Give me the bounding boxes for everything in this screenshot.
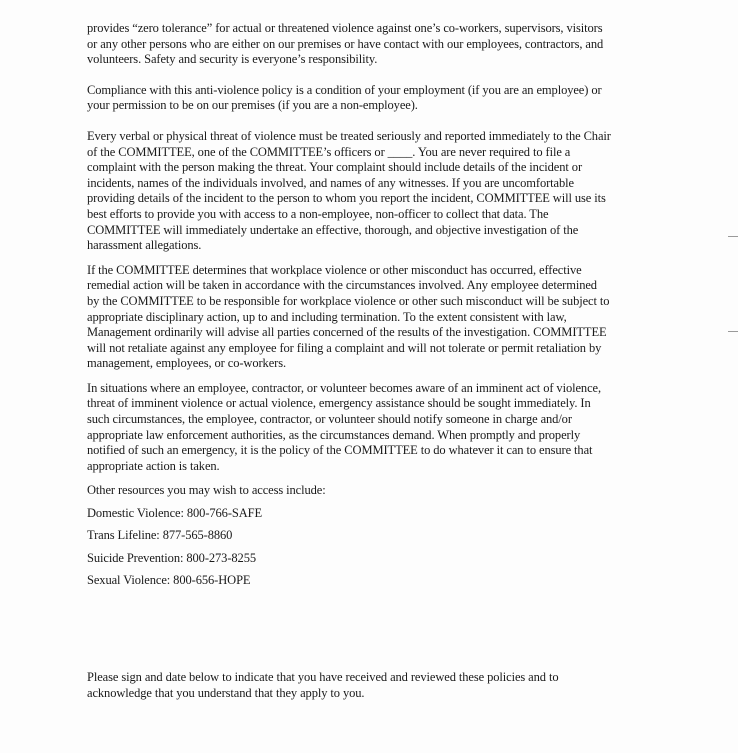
zero-tolerance-paragraph: provides “zero tolerance” for actual or threatened violence against one’s co-workers, supervisors, visitors or any other persons who are either on our premises or have contact with our employees, contractors, and volunteers. Safety and security is everyone’s responsibility. bbox=[87, 21, 604, 67]
acknowledgement-section bbox=[87, 670, 612, 701]
threat-reporting-paragraph: Every verbal or physical threat of violence must be treated seriously and reported immediately to the Chair of the COMMITTEE, one of the COMMITTEE’s officers or ____. You are never required to file a complaint with the person making the threat. Your complaint should include details of the incident or incidents, names of the individuals involved, and names of any witnesses. If you are uncomfortable providing details of the incident to the person to whom you report the incident, COMMITTEE will use its best efforts to provide you with access to a non-employee, non-officer to collect that data. The COMMITTEE will immediately undertake an effective, thorough, and objective investigation of the harassment allegations. bbox=[87, 128, 611, 253]
scan-artifact-mark bbox=[728, 331, 738, 332]
emergency-paragraph: In situations where an employee, contractor, or volunteer becomes aware of an imminent act of violence, threat of imminent violence or actual violence, emergency assistance should be sought immediately. In such circumstances, the employee, contractor, or volunteer should notify someone in charge and/or appropriate law enforcement authorities, as the circumstances demand. When promptly and properly notified of such an emergency, it is the policy of the COMMITTEE to do whatever it can to ensure that appropriate action is taken. bbox=[87, 380, 601, 473]
resources-intro: Other resources you may wish to access include: bbox=[87, 483, 326, 498]
resource-domestic-violence: Domestic Violence: 800-766-SAFE bbox=[87, 505, 263, 520]
acknowledgement-text: Please sign and date below to indicate that you have received and reviewed these policies and to acknowledge that you understand that they apply to you. bbox=[87, 670, 559, 700]
scan-artifact-mark bbox=[728, 236, 738, 237]
policy-body bbox=[87, 21, 612, 596]
resource-list bbox=[87, 506, 612, 596]
resource-suicide-prevention: Suicide Prevention: 800-273-8255 bbox=[87, 550, 256, 565]
remedial-action-paragraph: If the COMMITTEE determines that workplace violence or other misconduct has occurred, effective remedial action will be taken in accordance with the circumstances involved. Any employee determined by the COMMITTEE to be responsible for workplace violence or other such misconduct will be subject to appropriate disciplinary action, up to and including termination. To the extent consistent with law, Management ordinarily will advise all parties concerned of the results of the investigation. COMMITTEE will not retaliate against any employee for filing a complaint and will not tolerate or permit retaliation by management, employees, or co-workers. bbox=[87, 262, 610, 371]
compliance-paragraph: Compliance with this anti-violence policy is a condition of your employment (if you are an employee) or your permission to be on our premises (if you are a non-employee). bbox=[87, 82, 602, 113]
resource-trans-lifeline: Trans Lifeline: 877-565-8860 bbox=[87, 528, 233, 543]
resource-sexual-violence: Sexual Violence: 800-656-HOPE bbox=[87, 573, 251, 588]
